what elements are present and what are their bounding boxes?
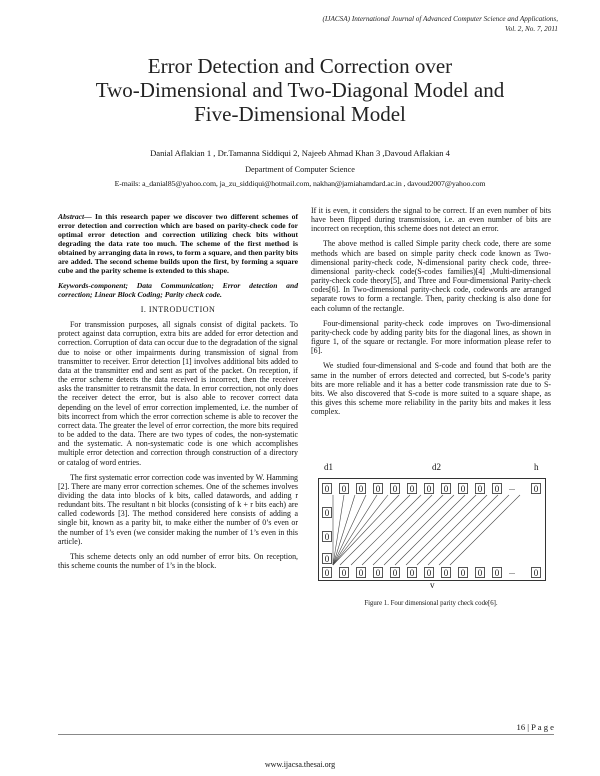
ellipsis: ...: [509, 567, 515, 576]
author-list: Danial Aflakian 1 , Dr.Tamanna Siddiqui 2, Najeeb Ahmad Khan 3 ,Davoud Aflakian 4: [150, 148, 450, 158]
bottom-parity-bit: 0: [322, 567, 332, 578]
figure-parity-grid: [318, 462, 546, 590]
bottom-parity-bit: 0: [390, 567, 400, 578]
diagonal-line: [384, 495, 454, 565]
title-line-2: Two-Dimensional and Two-Diagonal Model and: [95, 78, 505, 102]
footer-url: www.ijacsa.thesai.org: [264, 760, 336, 769]
top-parity-bit: 0: [407, 483, 417, 494]
paper-title: [0, 54, 600, 126]
parity-matrix: [318, 478, 546, 581]
page-number: 16 | P a g e: [516, 722, 554, 732]
paragraph: Four-dimensional parity-check code improves on Two-dimensional parity-check code by adding parity bits for the diagonal lines, as shown in figure 1, of the square or rectangle. For more information please refer to [6].: [311, 318, 551, 356]
footer-divider: [58, 734, 554, 735]
row-parity-bit: 0: [322, 531, 332, 542]
title-line-1: Error Detection and Correction over: [147, 54, 453, 78]
paragraph: We studied four-dimensional and S-code and found that both are the same in the number of errors detected and corrected, but S-code’s parity bits are more reliable and it has a better code transmission rate due to S-bits. We also discovered that S-code is more suited to a square shape, as this gives this scheme more reliability in the parity bits and makes it less complex.: [311, 361, 551, 417]
top-parity-bit: 0: [390, 483, 400, 494]
diagonal-line: [373, 495, 443, 565]
top-parity-bit: 0: [492, 483, 502, 494]
ellipsis: ...: [509, 483, 515, 492]
row-parity-bit: 0: [322, 507, 332, 518]
abstract: [58, 212, 298, 275]
label-h: h: [534, 462, 539, 472]
corner-parity-bit: 0: [531, 483, 541, 494]
left-column: [58, 212, 298, 576]
corner-parity-bit: 0: [531, 567, 541, 578]
bottom-parity-bit: 0: [424, 567, 434, 578]
diagonal-line: [395, 495, 465, 565]
top-parity-bit: 0: [322, 483, 332, 494]
diagonal-line: [333, 495, 344, 565]
section-heading-introduction: I. INTRODUCTION: [140, 305, 216, 314]
label-d1: d1: [324, 462, 333, 472]
top-parity-bit: 0: [339, 483, 349, 494]
diagonal-line: [333, 495, 399, 565]
bottom-parity-bit: 0: [407, 567, 417, 578]
diagonal-line: [428, 495, 498, 565]
diagonal-line: [333, 495, 366, 565]
top-parity-bit: 0: [356, 483, 366, 494]
top-parity-bit: 0: [475, 483, 485, 494]
bottom-parity-bit: 0: [441, 567, 451, 578]
bottom-parity-bit: 0: [492, 567, 502, 578]
right-column: [311, 206, 551, 422]
author-emails: E-mails: a_danial85@yahoo.com, ja_zu_siddiqui@hotmail.com, nakhan@jamiahamdard.ac.in , davoud2007@yahoo.com: [114, 179, 486, 188]
diagonal-line: [439, 495, 509, 565]
bottom-parity-bit: 0: [458, 567, 468, 578]
diagonal-line: [450, 495, 520, 565]
paragraph: The above method is called Simple parity check code, there are some methods which are based on simple parity check code known as Two-dimensional parity-check code, N-dimensional parity check code, three-dimensional parity-check code(S-codes families)[4] ,Multi-dimensional parity-check code theory[5], and Three and Four-dimensional Parity-check codes[6]. In Two-dimensional parity-check code, codewords are arranged separate rows to form a rectangle. Then, parity checking is also done for each column of the rectangle.: [311, 239, 551, 313]
bottom-parity-bit: 0: [475, 567, 485, 578]
running-header: [323, 14, 558, 34]
top-parity-bit: 0: [373, 483, 383, 494]
abstract-text: In this research paper we discover two different schemes of error detection and correction which are based on parity-check code for optimal error detection and correction utilizing check bits without degrading the data rate too much. The scheme of the first method is obtained by arranging data in rows, to form a square, and then parity bits are added. The second scheme builds upon the first, by forming a square cube and the parity scheme is extended to this shape.: [58, 212, 298, 275]
top-parity-bit: 0: [458, 483, 468, 494]
row-parity-bit: 0: [322, 553, 332, 564]
paragraph: The first systematic error correction code was invented by W. Hamming [2]. There are many error correction schemes. One of the schemes involves dividing the data into blocks of k bits, called datawords, and adding r redundant bits. The resultant n bit blocks (consisting of k + r bits each) are called codewords [3]. The method considered here consists of adding a single bit, known as a parity bit, to make either the number of 0’s even or the number of 1’s even (we consider making the number of 1’s even in this article).: [58, 472, 298, 546]
top-parity-bit: 0: [424, 483, 434, 494]
bottom-parity-bit: 0: [356, 567, 366, 578]
diagonal-line: [333, 495, 388, 565]
title-line-3: Five-Dimensional Model: [194, 102, 406, 126]
bottom-parity-bit: 0: [373, 567, 383, 578]
top-parity-bit: 0: [441, 483, 451, 494]
bottom-parity-bit: 0: [339, 567, 349, 578]
diagonal-line: [333, 495, 377, 565]
label-v: v: [430, 580, 435, 590]
keywords: Keywords-component; Data Communication; Error detection and correction; Linear Block Coding; Parity check code.: [58, 281, 298, 299]
label-d2: d2: [432, 462, 441, 472]
diagonal-line: [362, 495, 432, 565]
journal-name: (IJACSA) International Journal of Advanced Computer Science and Applications,: [322, 15, 558, 23]
figure-caption: Figure 1. Four dimensional parity check code[6].: [364, 600, 498, 607]
diagonal-line: [340, 495, 410, 565]
diagonal-line: [406, 495, 476, 565]
paragraph: For transmission purposes, all signals consist of digital packets. To protect against data corruption, extra bits are added for error detection and correction. Corruption of data can occur due to the degradation of the signal due to noise or other impairments during transmission of signal from transmitter to receiver. Error detection [1] involves additional bits added to data at the transmitter end and sent as part of the packet. On reception, if the error scheme detects the data received is incorrect, then the receiver asks the transmitter to retransmit the data. In error correction, not only does the receiver detect the error, but is also able to recover correct data depending on the level of error correction implemented, i.e. the number of bits incorrect from which the error correction scheme is able to recover the correct data. The greater the level of error correction, the more bits required to be added to the data. There are two types of codes, the non-systematic and the systematic. A non-systematic code is one which accomplishes multiple error detection and correction through construction of a directory or catalog of word entries.: [58, 320, 298, 467]
paragraph: This scheme detects only an odd number of error bits. On reception, this scheme counts the number of 1’s in the block.: [58, 551, 298, 571]
department: Department of Computer Science: [245, 165, 355, 174]
diagonal-line: [351, 495, 421, 565]
paragraph: If it is even, it considers the signal to be correct. If an even number of bits have been flipped during transmission, i.e. an even number of bits are incorrect on reception, this scheme does not detect an error.: [311, 206, 551, 234]
journal-volume: Vol. 2, No. 7, 2011: [505, 25, 558, 33]
diagonal-line: [417, 495, 487, 565]
diagonal-line: [333, 495, 355, 565]
abstract-label: Abstract—: [58, 212, 92, 221]
